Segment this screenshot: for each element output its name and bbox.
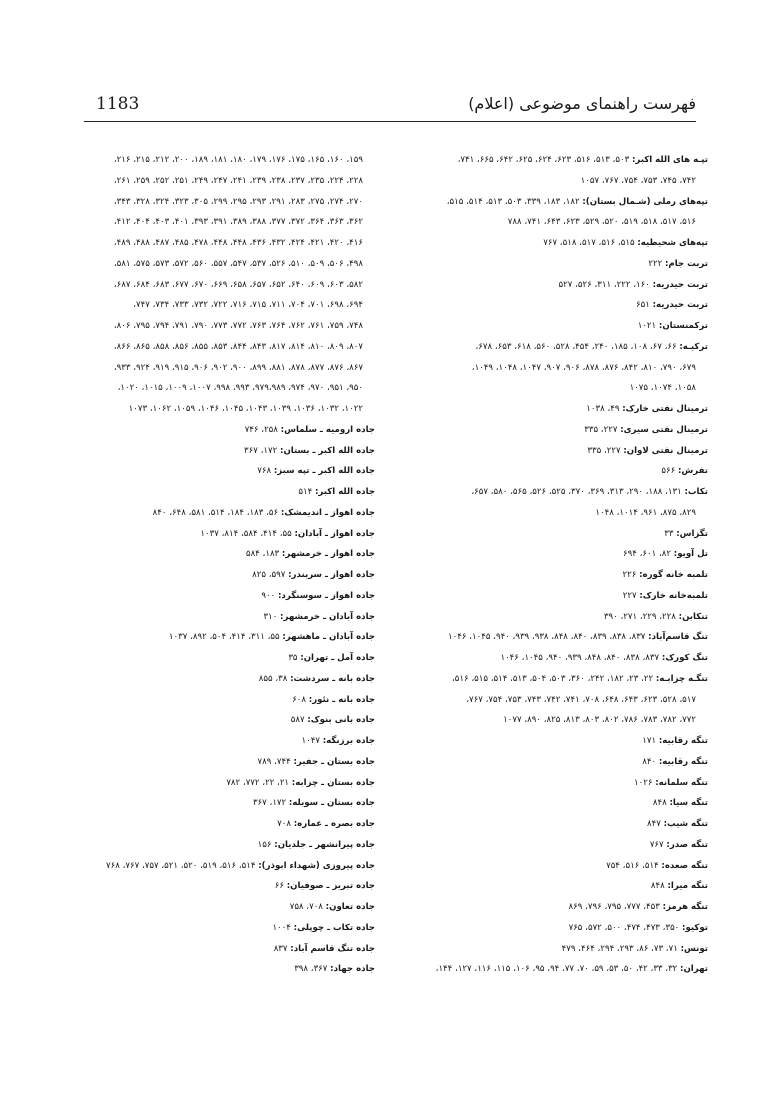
index-page-numbers: ۶۰۸ [292, 694, 307, 705]
index-term: تربت جام: [664, 258, 708, 269]
index-term: جاده آبادان ـ ماهشهر: [282, 632, 375, 643]
index-page-numbers: ۲۲۶ [622, 570, 637, 580]
index-entry-continuation [63, 378, 375, 399]
index-page-numbers: ۱۰۲۲، ۱۰۳۲، ۱۰۳۶، ۱۰۳۹، ۱۰۴۳، ۱۰۴۵، ۱۰۴۶، ۱۰۵۹، ۱۰۶۲، ۱۰۷۳ [128, 404, 363, 414]
index-page-numbers: ۳۸، ۸۵۵ [258, 673, 288, 684]
index-term: تنگه رقابیه: [658, 736, 708, 746]
index-page-numbers: ۲۲۸، ۲۲۹، ۲۷۱، ۳۹۰ [603, 611, 676, 622]
index-page-numbers: ۵۱۷، ۵۲۸، ۶۲۳، ۶۴۳، ۶۴۸، ۷۰۸، ۷۴۱، ۷۴۲، ۷۴۳، ۷۵۳، ۷۵۴، ۷۶۷، [466, 694, 696, 705]
index-page-numbers: ۱۰۲۶ [634, 777, 653, 788]
index-term: تربت حیدریه: [652, 279, 708, 290]
index-term: تنگـه چزابـه: [655, 673, 708, 684]
index-entry-continuation [63, 337, 375, 358]
index-entry [396, 461, 708, 482]
index-entry-continuation [396, 503, 708, 524]
index-page-numbers: ۶۷۹، ۷۹۰، ۸۱۰، ۸۴۲، ۸۷۶، ۸۷۸، ۹۰۶، ۹۰۷، ۱۰۴۷، ۱۰۴۸، ۱۰۴۹، [471, 362, 696, 373]
index-page-numbers: ۵۰۳، ۵۱۳، ۵۱۶، ۶۲۳، ۶۲۴، ۶۲۵، ۶۴۲، ۶۶۵، ۷۴۱، [457, 155, 630, 165]
index-page-numbers: ۳۱۰ [263, 611, 278, 622]
index-term: جاده پیروزی (شهداء ابوذر): [258, 860, 375, 871]
index-page-numbers: ۱۸۲، ۱۸۳، ۳۳۹، ۵۰۳، ۵۱۳، ۵۱۴، ۵۱۵، [446, 196, 580, 207]
index-term: تنگه صعده: [661, 860, 708, 871]
index-entry [396, 275, 708, 296]
index-term: جاده تکاب ـ چوپلی: [293, 922, 375, 933]
index-entry [63, 648, 375, 669]
index-entry-continuation [63, 212, 375, 233]
index-page-numbers: ۳۵ [288, 653, 298, 663]
index-entry-continuation [63, 192, 375, 213]
index-entry [63, 420, 375, 441]
index-term: جاده اهواز ـ آبادان: [294, 528, 375, 539]
index-page-numbers: ۷۰۸، ۷۵۸ [289, 902, 323, 912]
index-term: تپـه های الله اکبر: [631, 155, 708, 165]
index-page-numbers: ۸۲، ۶۰۱، ۶۹۴ [623, 549, 672, 560]
page-header [84, 90, 696, 120]
index-page-numbers: ۸۶۷، ۸۷۶، ۸۷۷، ۸۷۸، ۸۸۱، ۸۹۹، ۹۰۰، ۹۰۲، ۹۰۶، ۹۱۵، ۹۱۹، ۹۲۴، ۹۳۳، [113, 362, 363, 373]
index-page-numbers: ۱۰۵۸، ۱۰۷۴، ۱۰۷۵ [629, 383, 696, 394]
index-entry [396, 544, 708, 565]
index-page-numbers: ۵۱۶، ۵۱۷، ۵۱۸، ۵۱۹، ۵۲۰، ۵۲۹، ۶۲۳، ۶۴۳، ۷۴۱، ۷۸۸ [507, 217, 696, 228]
index-term: جاده اهواز ـ سوسنگرد: [278, 590, 375, 601]
index-term: ترمینال نفتی خارک: [622, 404, 708, 414]
index-page-numbers: ۱۳۱، ۱۸۸، ۲۹۰، ۳۱۳، ۳۶۹، ۳۷۰، ۵۲۵، ۵۲۶، ۵۶۵، ۵۸۰، ۶۵۷، [471, 487, 682, 497]
index-term: جاده ارومیه ـ سلماس: [280, 424, 375, 435]
index-page-numbers: ۸۳۷، ۸۳۸، ۸۴۰، ۸۴۸، ۹۳۹، ۹۴۰، ۱۰۴۵، ۱۰۴۶ [500, 653, 660, 663]
index-term: تربت حیدریه: [652, 300, 708, 311]
index-entry [63, 752, 375, 773]
index-entry [63, 586, 375, 607]
index-entry [63, 669, 375, 690]
index-entry [396, 669, 708, 690]
index-entry [63, 731, 375, 752]
index-page-numbers: ۷۶۸ [257, 466, 272, 477]
index-term: جاده تبریز ـ صوفیان: [286, 881, 375, 892]
index-entry-continuation [396, 710, 708, 731]
index-term: تنکابن: [678, 611, 708, 622]
index-page-numbers: ۸۴۸ [652, 798, 667, 809]
index-entry [63, 918, 375, 939]
index-page-numbers: ۷۴۴، ۷۸۹ [257, 756, 291, 767]
index-page-numbers: ۴۹۸، ۵۰۶، ۵۰۹، ۵۱۰، ۵۲۶، ۵۳۷، ۵۴۷، ۵۵۷، ۵۶۰، ۵۷۲، ۵۷۳، ۵۷۵، ۵۸۱، [113, 258, 363, 269]
index-term: جاده اهواز ـ سربندر: [288, 570, 375, 580]
index-entry [63, 835, 375, 856]
index-page-numbers: ۴۹، ۱۰۳۸ [586, 404, 620, 414]
index-term: جاده تنگ قاسم آباد: [290, 943, 375, 954]
index-entry [396, 420, 708, 441]
index-entry-continuation [63, 358, 375, 379]
index-entry [63, 690, 375, 711]
index-entry [63, 939, 375, 960]
index-entry [396, 337, 708, 358]
index-entry [63, 856, 375, 877]
index-page-numbers: ۲۱، ۲۲، ۷۷۲، ۷۸۲ [226, 777, 290, 788]
index-entry [396, 918, 708, 939]
index-page-numbers: ۴۱۶، ۴۲۰، ۴۲۱، ۴۲۴، ۴۳۲، ۴۳۶، ۴۴۸، ۴۴۸، ۴۷۸، ۴۸۵، ۴۸۷، ۴۸۸، ۴۸۹، [113, 238, 363, 248]
index-page-numbers: ۷۰۸ [277, 819, 292, 829]
index-entry [396, 295, 708, 316]
index-term: تپه‌های رملی (شـمال بستان): [582, 196, 708, 207]
index-term: تل آویو: [673, 549, 708, 560]
index-term: جاده جهاد: [330, 964, 375, 975]
index-page-numbers: ۱۰۰۴ [272, 922, 291, 933]
index-column-left [63, 150, 375, 980]
index-page-numbers: ۶۹۴، ۶۹۸، ۷۰۱، ۷۰۴، ۷۱۱، ۷۱۵، ۷۱۶، ۷۲۲، ۷۳۲، ۷۳۳، ۷۳۴، ۷۴۷، [133, 300, 363, 311]
header-rule [84, 121, 696, 122]
index-entry [396, 586, 708, 607]
index-entry [63, 710, 375, 731]
index-page-numbers: ۵۸۷ [290, 715, 305, 726]
index-entry-continuation [396, 378, 708, 399]
index-page-numbers: ۴۵۳، ۷۷۷، ۷۹۵، ۷۹۶، ۸۶۹ [568, 902, 660, 912]
index-entry [63, 607, 375, 628]
index-term: تگزاس: [676, 528, 708, 539]
index-page-numbers: ۵۱۴، ۵۱۶، ۵۱۹، ۵۲۰، ۵۲۱، ۷۵۷، ۷۶۷، ۷۶۸ [106, 860, 256, 871]
index-term: جاده بصره ـ عماره: [293, 819, 375, 829]
index-entry-continuation [396, 171, 708, 192]
index-page-numbers: ۲۵۸، ۷۴۶ [244, 424, 278, 435]
index-page-numbers: ۲۲۸، ۲۲۴، ۲۳۵، ۲۳۷، ۲۳۸، ۲۳۹، ۲۴۱، ۲۴۷، ۲۴۹، ۲۵۱، ۲۵۲، ۲۵۹، ۲۶۱، [113, 175, 363, 186]
index-page-numbers: ۵۱۴ [298, 487, 313, 497]
index-entry [396, 150, 708, 171]
index-term: جاده اهواز ـ اندیمشک: [280, 507, 375, 518]
index-page-numbers: ۶۵۱ [636, 300, 650, 311]
page-number: 1183 [96, 94, 140, 114]
index-page-numbers: ۳۵۰، ۴۷۳، ۴۷۴، ۵۰۰، ۵۷۲، ۷۶۵ [568, 922, 680, 933]
index-page-numbers: ۸۰۷، ۸۰۹، ۸۱۰، ۸۱۴، ۸۱۷، ۸۴۳، ۸۴۴، ۸۵۳، ۸۵۵، ۸۵۶، ۸۵۸، ۸۶۵، ۸۶۶، [113, 341, 363, 352]
index-entry [63, 627, 375, 648]
index-page-numbers: ۲۲۷ [622, 590, 637, 601]
index-term: جاده آمل ـ تهران: [300, 653, 375, 663]
index-page-numbers: ۱۰۲۱ [637, 321, 657, 331]
index-term: تنگه رقابیه: [658, 756, 708, 767]
index-entry [63, 876, 375, 897]
index-entry [63, 773, 375, 794]
index-term: جاده پیرانشهر ـ جلدیان: [274, 839, 375, 850]
index-entry [396, 316, 708, 337]
index-page-numbers: ۱۸۳، ۵۸۴ [245, 549, 280, 560]
index-page-numbers: ۸۲۹، ۸۷۵، ۹۶۱، ۱۰۱۴، ۱۰۴۸ [595, 507, 696, 518]
index-term: تنگه هرمز: [662, 902, 708, 912]
index-entry [396, 773, 708, 794]
index-entry [63, 482, 375, 503]
index-term: جاده آبادان ـ خرمشهر: [280, 611, 375, 622]
index-page-numbers: ۳۳ [664, 528, 674, 539]
index-term: جاده الله اکبر ـ بستان: [280, 445, 375, 456]
index-term: تکاب: [684, 487, 708, 497]
index-entry [396, 627, 708, 648]
index-entry [396, 648, 708, 669]
index-page-numbers: ۱۷۱ [642, 736, 657, 746]
index-page-numbers: ۸۴۸ [650, 881, 665, 892]
index-term: تنگه صدر: [666, 839, 708, 850]
index-term: جاده بستان ـ چزابه: [291, 777, 375, 788]
index-page-numbers: ۳۶۷، ۳۹۸ [294, 964, 328, 975]
index-entry [396, 876, 708, 897]
index-entry [63, 814, 375, 835]
index-entry [396, 752, 708, 773]
index-page-numbers: ۵۸۲، ۶۰۳، ۶۰۹، ۶۴۰، ۶۵۲، ۶۵۷، ۶۵۸، ۶۶۹، ۶۷۰، ۶۷۷، ۶۸۳، ۶۸۴، ۶۸۷، [113, 279, 363, 290]
index-page-numbers: ۱۵۹، ۱۶۰، ۱۶۵، ۱۷۵، ۱۷۶، ۱۷۹، ۱۸۰، ۱۸۱، ۱۸۹، ۲۰۰، ۲۱۲، ۲۱۵، ۲۱۶، [113, 155, 363, 165]
index-page-numbers: ۳۶۲، ۳۶۳، ۳۶۴، ۳۷۲، ۳۷۷، ۳۸۸، ۳۸۹، ۳۹۱، ۳۹۳، ۴۰۱، ۴۰۳، ۴۰۴، ۴۱۲، [113, 217, 363, 228]
index-entry-continuation [63, 275, 375, 296]
index-page-numbers: ۷۱، ۷۳، ۸۶، ۲۹۳، ۲۹۴، ۴۶۴، ۴۷۹ [561, 943, 678, 954]
index-entry [396, 192, 708, 213]
index-page-numbers: ۵۶۶ [661, 466, 676, 477]
index-column-right [396, 150, 708, 980]
index-term: جاده اهواز ـ خرمشهر: [281, 549, 375, 560]
index-page-numbers: ۱۷۲، ۳۶۷ [244, 445, 278, 456]
index-entry-continuation [63, 233, 375, 254]
index-entry-continuation [396, 690, 708, 711]
index-entry [396, 939, 708, 960]
index-entry [396, 959, 708, 980]
index-term: جاده برزنگه: [322, 736, 375, 746]
index-entry [396, 897, 708, 918]
index-entry [396, 814, 708, 835]
index-entry [396, 856, 708, 877]
index-entry [63, 441, 375, 462]
index-page-numbers: ۷۷۲، ۷۸۲، ۷۸۳، ۷۸۶، ۸۰۲، ۸۰۳، ۸۱۳، ۸۲۵، ۸۹۰، ۱۰۷۷ [503, 715, 696, 726]
index-entry [63, 565, 375, 586]
index-entry [396, 607, 708, 628]
index-term: جاده تعاون: [325, 902, 375, 912]
index-entry [396, 793, 708, 814]
index-page-numbers: ۲۲۷، ۳۳۵ [584, 424, 618, 435]
index-term: تنگ قاسم‌آباد: [648, 632, 708, 643]
index-term: جاده الله اکبر: [314, 487, 375, 497]
index-page-numbers: ۲۲، ۲۳، ۱۸۲، ۲۴۲، ۳۶۰، ۵۰۳، ۵۰۴، ۵۱۳، ۵۱۴، ۵۱۵، ۵۱۶، [451, 673, 654, 684]
index-term: تنگ کورک: [661, 653, 708, 663]
index-term: تپه‌های شحیطیه: [637, 238, 708, 248]
index-entry-continuation [63, 171, 375, 192]
index-page-numbers: ۵۵، ۳۱۱، ۴۱۴، ۵۰۴، ۸۹۲، ۱۰۳۷ [168, 632, 280, 643]
index-entry [63, 959, 375, 980]
index-term: تفرش: [677, 466, 708, 477]
index-entry [396, 254, 708, 275]
index-page-numbers: ۱۰۴۷ [301, 736, 320, 746]
index-entry [396, 233, 708, 254]
index-term: تونس: [680, 943, 708, 954]
index-page-numbers: ۵۹۷، ۸۲۵ [252, 570, 286, 580]
index-term: تنگه میرا: [667, 881, 708, 892]
index-entry-continuation [396, 358, 708, 379]
index-page-numbers: ۶۶ [274, 881, 284, 892]
index-page-numbers: ۵۱۵، ۵۱۶، ۵۱۷، ۵۱۸، ۷۶۷ [543, 238, 635, 248]
index-entry [63, 793, 375, 814]
index-entry [63, 524, 375, 545]
index-term: جاده بانه ـ سردشت: [290, 673, 375, 684]
index-term: تلمبه‌خانه خارک: [639, 590, 708, 601]
index-entry [396, 524, 708, 545]
index-page-numbers: ۹۵۰، ۹۵۱، ۹۷۰، ۹۷۴، ۹۷۹،۹۸۹، ۹۹۳، ۹۹۸، ۱۰۰۷، ۱۰۰۹، ۱۰۱۵، ۱۰۲۰، [117, 383, 363, 394]
index-term: تنگه سلمانه: [655, 777, 708, 788]
index-page-numbers: ۱۷۲، ۳۶۷ [252, 798, 287, 809]
index-page-numbers: ۵۵، ۴۱۴، ۵۸۴، ۸۱۴، ۱۰۳۷ [200, 528, 292, 539]
index-entry [396, 399, 708, 420]
index-term: ترمینال نفتی لاوان: [623, 445, 708, 456]
index-entry-continuation [63, 254, 375, 275]
index-page-numbers: ۷۴۲، ۷۴۵، ۷۵۳، ۷۵۴، ۷۶۷، ۱۰۵۷ [580, 175, 696, 186]
index-entry-continuation [396, 212, 708, 233]
running-title: فهرست راهنمای موضوعی (اعلام) [468, 94, 696, 113]
index-entry [396, 565, 708, 586]
index-page-numbers: ۳۲، ۳۳، ۴۲، ۵۰، ۵۳، ۵۹، ۷۰، ۷۷، ۹۴، ۹۵، ۱۰۶، ۱۱۵، ۱۱۶، ۱۲۷، ۱۴۴، [435, 964, 678, 975]
index-entry [396, 835, 708, 856]
index-page-numbers: ۸۴۰ [642, 756, 657, 767]
index-entry [396, 731, 708, 752]
index-page-numbers: ۵۶، ۱۸۳، ۱۸۴، ۵۱۴، ۵۸۱، ۶۴۸، ۸۴۰ [152, 507, 279, 518]
index-page-numbers: ۲۷۰، ۲۷۴، ۲۷۵، ۲۸۳، ۲۹۱، ۲۹۳، ۲۹۵، ۲۹۹، ۳۰۵، ۳۲۳، ۳۲۴، ۳۲۸، ۳۴۳، [113, 196, 363, 207]
index-term: تهران: [680, 964, 708, 975]
index-entry-continuation [63, 316, 375, 337]
index-page-numbers: ۸۳۷، ۸۳۸، ۸۳۹، ۸۴۰، ۸۴۸، ۹۳۸، ۹۳۹، ۹۴۰، ۱۰۴۵، ۱۰۴۶ [447, 632, 646, 643]
index-term: جاده بستان ـ جفیر: [293, 756, 375, 767]
index-term: توکیو: [682, 922, 708, 933]
index-term: جاده الله اکبر ـ تپه سبز: [273, 466, 375, 477]
index-entry-continuation [63, 399, 375, 420]
index-page-numbers: ۲۲۲ [648, 258, 663, 269]
index-entry-continuation [63, 295, 375, 316]
index-entry [63, 544, 375, 565]
index-entry-continuation [63, 150, 375, 171]
index-page-numbers: ۷۶۷ [649, 839, 664, 850]
index-page-numbers: ۱۵۶ [257, 839, 272, 850]
index-entry [63, 503, 375, 524]
index-page-numbers: ۸۳۷ [273, 943, 288, 954]
index-entry [63, 897, 375, 918]
index-term: ترمینال نفتی سیری: [620, 424, 708, 435]
index-entry [396, 482, 708, 503]
index-page-numbers: ۹۰۰ [261, 590, 276, 601]
index-term: تنگه سیا: [669, 798, 708, 809]
index-page-numbers: ۱۶۰، ۲۲۲، ۳۱۱، ۵۲۶، ۵۲۷ [558, 279, 650, 290]
index-page-numbers: ۵۱۴، ۵۱۶، ۷۵۴ [606, 860, 659, 871]
index-entry [396, 441, 708, 462]
index-entry [63, 461, 375, 482]
index-term: ترکیـه: [679, 341, 708, 352]
index-term: جاده بانه ـ نئور: [308, 694, 375, 705]
index-term: جاده بانی بنوک: [307, 715, 375, 726]
index-term: ترکمنستان: [658, 321, 708, 331]
index-page-numbers: ۷۴۸، ۷۵۹، ۷۶۱، ۷۶۲، ۷۶۴، ۷۶۳، ۷۷۲، ۷۷۳، ۷۹۰، ۷۹۱، ۷۹۴، ۷۹۵، ۸۰۶، [113, 321, 363, 331]
index-page-numbers: ۶۶، ۶۷، ۱۰۸، ۱۸۵، ۲۴۰، ۴۵۴، ۵۲۸، ۵۶۰، ۶۱۸، ۶۵۳، ۶۷۸، [475, 341, 677, 352]
index-term: تنگه شیب: [663, 819, 708, 829]
index-term: جاده بستان ـ سوبله: [288, 798, 375, 809]
index-page-numbers: ۲۲۷، ۳۳۵ [587, 445, 621, 456]
index-term: تلمبه خانه گوره: [639, 570, 708, 580]
index-page-numbers: ۸۴۷ [646, 819, 661, 829]
